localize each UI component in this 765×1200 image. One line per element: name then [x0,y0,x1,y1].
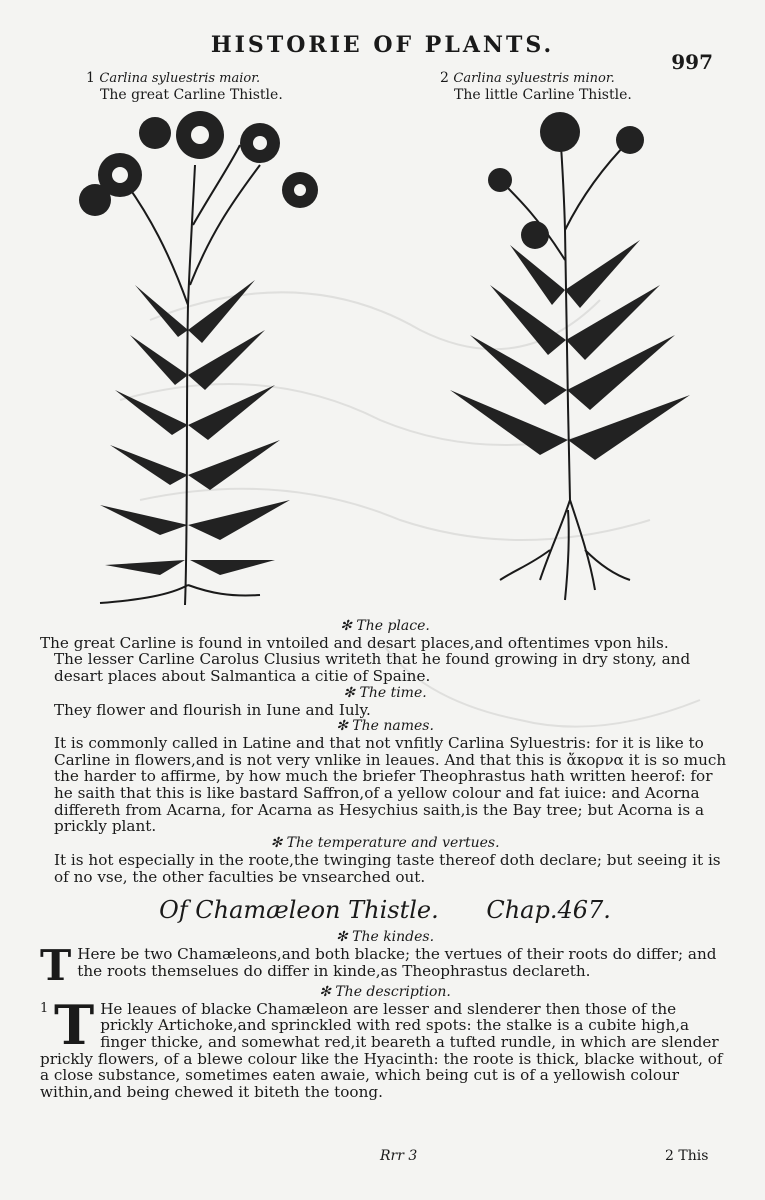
figure-english-name: The little Carline Thistle. [454,87,632,103]
figure-english-name: The great Carline Thistle. [100,87,283,103]
signature-mark: Rrr 3 [380,1148,418,1164]
figure-latin-name: Carlina syluestris minor. [453,71,615,86]
chapter-title: Of Chamæleon Thistle. [159,896,439,925]
figure-latin-name: Carlina syluestris maior. [99,71,261,86]
page-number: 997 [671,50,713,74]
section-heading-names: ✻ The names. [336,718,434,735]
figure-number: 1 [86,70,95,86]
chapter-number: Chap.467. [486,896,611,925]
section-heading-time: ✻ The time. [343,684,427,701]
section-heading-place: ✻ The place. [340,618,430,634]
paragraph-temperature: It is hot especially in the roote,the twinging taste thereof doth declare; but seeing it is of no vse, the other faculties be vnsearched out. [54,850,721,886]
drop-cap: T [40,945,72,984]
description-number: 1 [40,1000,49,1016]
figure-number: 2 [440,70,449,86]
section-heading-kindes: ✻ The kindes. [335,929,435,946]
section-heading-description: ✻ The description. [319,983,451,1000]
section-heading-temperature: ✻ The temperature and vertues. [270,835,500,852]
drop-cap: T [54,1000,95,1057]
paragraph-names: It is commonly called in Latine and that not vnfitly Carlina Syluestris: for it is like to Carline in flowers,and is not very vnlike in leaues. And that this is ἄκορνα it is so much the harder to affirme, by how much the briefer Theophrastus hath written heerof: for he saith that this is like bastard Saffron,of a yellow colour and fat iuice: and Acorna differeth from Acarna, for Acarna as Hesychius saith,is the Bay tree; but Acorna is a prickly plant. [54,733,727,836]
paragraph-time: They flower and flourish in Iune and Iuly. [54,700,371,719]
chapter-heading [40,895,730,925]
running-head: HISTORIE OF PLANTS. [210,32,555,58]
paragraph-place-2: The lesser Carline Carolus Clusius writeth that he found growing in dry stony, and desart places about Salmantica a citie of Spaine. [54,650,691,686]
paragraph-place-1: The great Carline is found in vntoiled and desart places,and oftentimes vpon hils. [40,633,669,652]
body-text [40,618,730,1101]
great-carline-thistle-illustration [60,105,340,615]
catchword: 2 This [665,1148,709,1164]
paragraph-kindes: T Here be two Chamæleons,and both blacke; the vertues of their roots do differ; and the roots themselues do differ in kinde,as Theophrastus declareth. [40,945,717,984]
figure-caption-1 [86,70,283,104]
little-carline-thistle-illustration [420,110,720,610]
paragraph-description: 1 T He leaues of blacke Chamæleon are lesser and slenderer then those of the prickly Artichoke,and sprinckled with red spots: the stalke is a cubite high,a finger thicke, and somewhat red,it beareth a tufted rundle, in which are slender prickly flowers, of a blewe colour like the Hyacinth: the roote is thick, blacke without, of a close substance, sometimes eaten awaie, which being cut is of a yellowish colour within,and being chewed it biteth the toong. [40,1000,723,1101]
figure-caption-2 [440,70,632,104]
